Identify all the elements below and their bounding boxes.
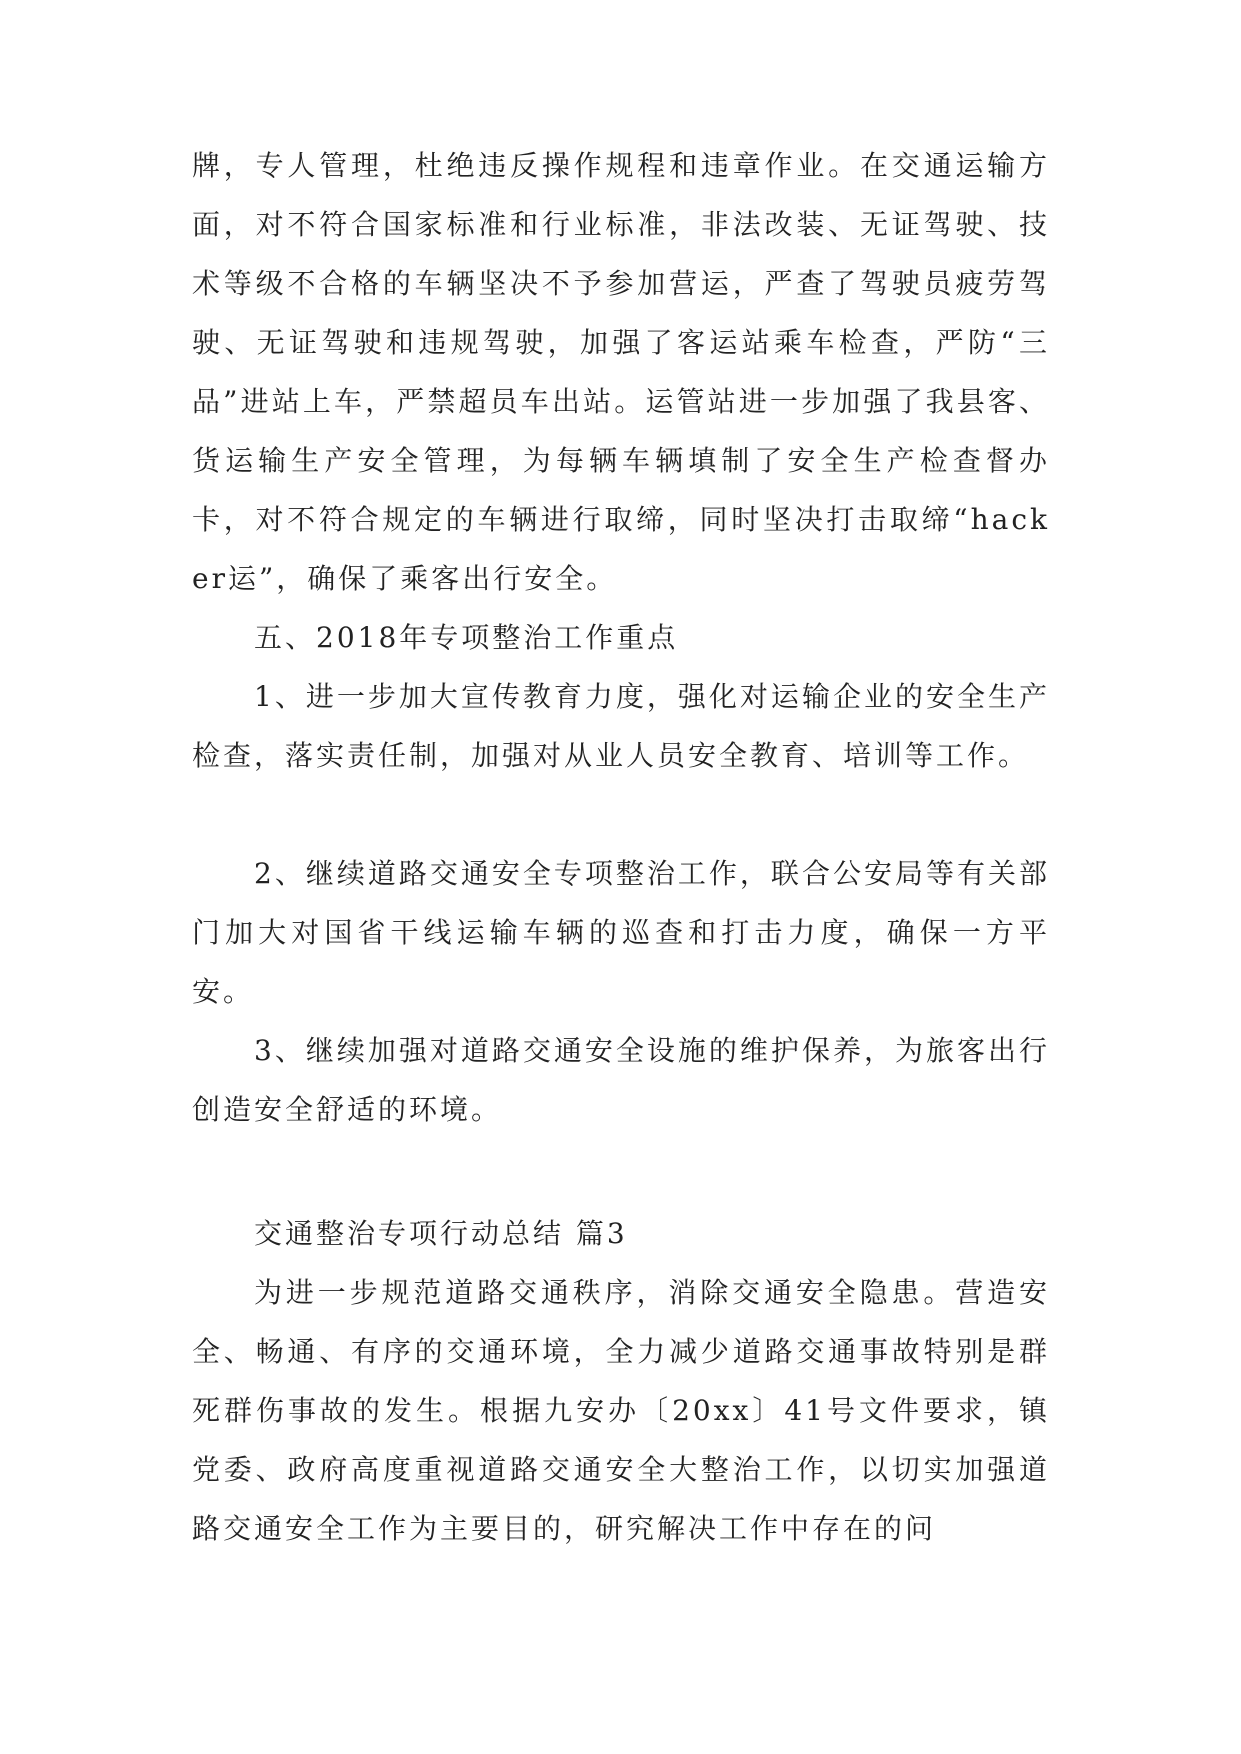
section-heading: 五、2018年专项整治工作重点 <box>254 621 679 654</box>
list-item-3: 3、继续加强对道路交通安全设施的维护保养，为旅客出行创造安全舒适的环境。 <box>192 1034 1050 1126</box>
list-item-1: 1、进一步加大宣传教育力度，强化对运输企业的安全生产检查，落实责任制，加强对从业人员安全教育、培训等工作。 <box>192 680 1050 772</box>
article-title: 交通整治专项行动总结 篇3 <box>254 1217 628 1250</box>
list-item-2: 2、继续道路交通安全专项整治工作，联合公安局等有关部门加大对国省干线运输车辆的巡查和打击力度，确保一方平安。 <box>192 857 1050 1008</box>
article-intro-paragraph: 为进一步规范道路交通秩序，消除交通安全隐患。营造安全、畅通、有序的交通环境，全力减少道路交通事故特别是群死群伤事故的发生。根据九安办〔20xx〕41号文件要求，镇党委、政府高度重视道路交通安全大整治工作，以切实加强道路交通安全工作为主要目的，研究解决工作中存在的问 <box>192 1276 1050 1545</box>
continued-paragraph: 牌，专人管理，杜绝违反操作规程和违章作业。在交通运输方面，对不符合国家标准和行业标准，非法改装、无证驾驶、技术等级不合格的车辆坚决不予参加营运，严查了驾驶员疲劳驾驶、无证驾驶和违规驾驶，加强了客运站乘车检查，严防“三品”进站上车，严禁超员车出站。运管站进一步加强了我县客、货运输生产安全管理，为每辆车辆填制了安全生产检查督办卡，对不符合规定的车辆进行取缔，同时坚决打击取缔“hacker运”，确保了乘客出行安全。 <box>192 149 1050 595</box>
